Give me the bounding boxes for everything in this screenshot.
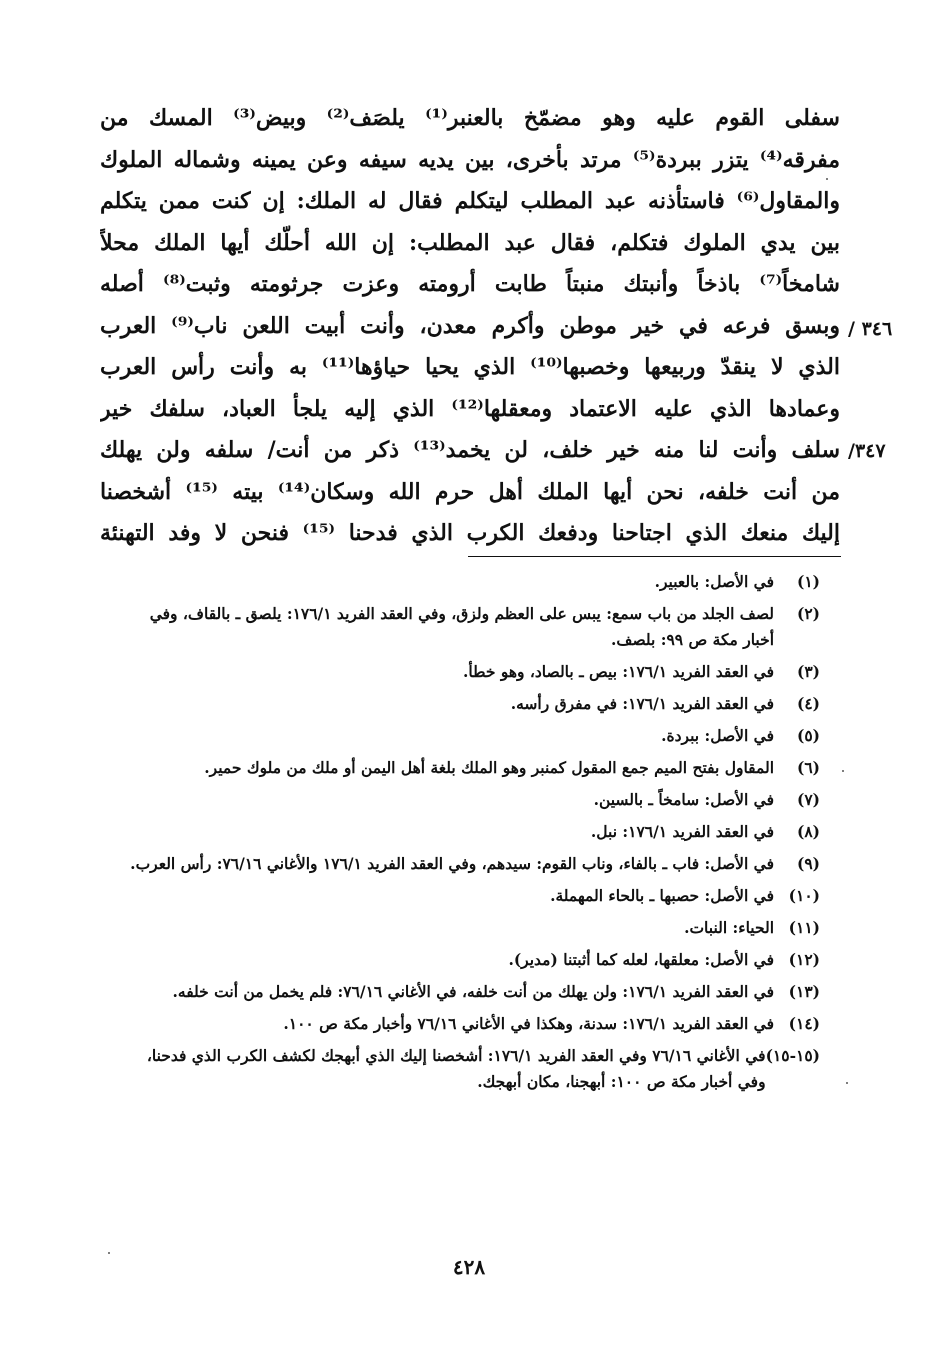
text-line: الذي لا ينقدّ وربيعها وخصبها⁽¹⁰⁾ الذي يحيا حياؤها⁽¹¹⁾ به وأنت رأس العرب — [100, 354, 840, 380]
footnote-text: الحياء: النبات. — [684, 918, 774, 937]
margin-folio-marker: ٣٤٦ / — [848, 318, 893, 340]
page-number: ٤٢٨ — [452, 1255, 486, 1279]
footnote-number: (٤) — [796, 694, 820, 713]
footnote-number: (٦) — [796, 758, 820, 777]
footnote — [120, 976, 820, 1008]
footnote — [120, 784, 820, 816]
text-line: مفرقه⁽⁴⁾ يتزر ببردة⁽⁵⁾ مرتد بأخرى، بين يديه سيفه وعن يمينه وشماله الملوك — [100, 146, 840, 173]
footnote-text: في الأصل: فاب ـ بالفاء، وناب القوم: سيدهم، وفي العقد الفريد ١٧٦/١ والأغاني ٧٦/١٦: رأس العرب. — [130, 854, 774, 873]
footnote — [120, 1008, 820, 1040]
footnote — [120, 656, 820, 688]
footnote — [120, 752, 820, 784]
footnote-text: في الأصل: حصبها ـ بالحاء المهملة. — [550, 886, 774, 905]
footnote — [120, 816, 820, 848]
footnote-number: (١٥-١٥) — [765, 1046, 820, 1065]
text-line: سفلى القوم عليه وهو مضمّخ بالعنبر⁽¹⁾ يلصَف⁽²⁾ وبيض⁽³⁾ المسك من — [100, 105, 840, 131]
footnote — [120, 688, 820, 720]
footnote-number: (١٠) — [788, 886, 820, 905]
footnote-number: (٧) — [796, 790, 820, 809]
footnote — [120, 566, 820, 598]
footnote-text: في الأصل: بالعبير. — [654, 572, 774, 591]
main-text-block — [100, 98, 840, 555]
footnote-number: (١٣) — [788, 982, 820, 1001]
scan-speck — [826, 178, 828, 180]
footnote-number: (١٢) — [788, 950, 820, 969]
footnote — [120, 912, 820, 944]
footnote-text: في العقد الفريد ١٧٦/١: في مفرق رأسه. — [510, 694, 774, 713]
footnote — [120, 598, 820, 656]
text-line: من أنت خلفه، نحن أيها الملك أهل حرم الله وسكان⁽¹⁴⁾ بيته ⁽¹⁵⁾ أشخصنا — [100, 478, 840, 505]
text-line: شامخاً⁽⁷⁾ باذخاً وأنبتك منبتاً طابت أرومته وعزت جرثومته وثبت⁽⁸⁾ أصله — [100, 271, 840, 297]
footnote-number: (١١) — [788, 918, 820, 937]
scan-speck — [842, 770, 844, 772]
footnote — [120, 944, 820, 976]
footnote-number: (٢) — [796, 604, 820, 623]
text-line: وبسق فرعه في خير موطن وأكرم معدن، وأنت أبيت اللعن ناب⁽⁹⁾ العرب — [100, 312, 840, 339]
text-line: إليك منعك الذي اجتاحنا ودفعك الكرب الذي فدحنا ⁽¹⁵⁾ فنحن لا وفد التهنئة — [100, 520, 840, 546]
footnote-number: (١٤) — [788, 1014, 820, 1033]
text-line: والمقاول⁽⁶⁾ فاستأذنه عبد المطلب ليتكلم فقال له الملك: إن كنت ممن يتكلم — [100, 188, 840, 214]
text-line: وعمادها الذي عليه الاعتماد ومعقلها⁽¹²⁾ الذي إليه يلجأ العباد، سلفك خير — [100, 395, 840, 422]
footnote — [120, 848, 820, 880]
footnote-text: في العقد الفريد ١٧٦/١: سدنة، وهكذا في الأغاني ٧٦/١٦ وأخبار مكة ص ١٠٠. — [283, 1014, 774, 1033]
footnote-text: في الأصل: ببردة. — [661, 726, 774, 745]
text-line: سلف وأنت لنا منه خير خلف، لن يخمد⁽¹³⁾ ذكر من أنت/ سلفه ولن يهلك — [100, 437, 840, 463]
footnote-text: المقاول بفتح الميم جمع المقول كمنبر وهو الملك بلغة أهل اليمن أو ملك من ملوك حمير. — [204, 758, 774, 777]
footnote-text: في العقد الفريد ١٧٦/١: نبل. — [590, 822, 774, 841]
margin-folio-marker: ٣٤٧/ — [848, 440, 886, 462]
footnotes-block — [120, 566, 820, 1098]
footnote — [120, 880, 820, 912]
footnote-separator — [468, 556, 841, 557]
footnote-number: (٥) — [796, 726, 820, 745]
footnote-text: في العقد الفريد ١٧٦/١: بيص ـ بالصاد، وهو خطأ. — [463, 662, 774, 681]
footnote-text: لصف الجلد من باب سمع: يبس على العظم ولزق، وفي العقد الفريد ١٧٦/١: يلصق ـ بالقاف، وفي أخبار مكة ص ٩٩: بلصف. — [149, 604, 774, 649]
footnote — [120, 720, 820, 752]
footnote — [120, 1040, 820, 1098]
footnote-text: في الأصل: سامخاً ـ بالسين. — [593, 790, 774, 809]
scan-speck — [108, 1252, 110, 1254]
text-line: بين يدي الملوك فتكلم، فقال عبد المطلب: إن الله أحلّك أيها الملك محلاً — [100, 229, 840, 256]
footnote-text: في الأصل: معلقها، لعله كما أثبتنا (مدير). — [508, 950, 774, 969]
footnote-number: (٣) — [796, 662, 820, 681]
footnote-number: (١) — [796, 572, 820, 591]
scan-speck — [846, 1082, 848, 1084]
footnote-number: (٨) — [796, 822, 820, 841]
footnote-number: (٩) — [796, 854, 820, 873]
footnote-text: في الأغاني ٧٦/١٦ وفي العقد الفريد ١٧٦/١: أشخصنا إليك الذي أبهجك لكشف الكرب الذي فدحنا، وفي أخبار مكة ص ١٠٠: أبهجنا، مكان أبهجك. — [146, 1046, 766, 1091]
footnote-text: في العقد الفريد ١٧٦/١: ولن يهلك من أنت خلفه، في الأغاني ٧٦/١٦: فلم يخمل من أنت خلفه. — [172, 982, 774, 1001]
